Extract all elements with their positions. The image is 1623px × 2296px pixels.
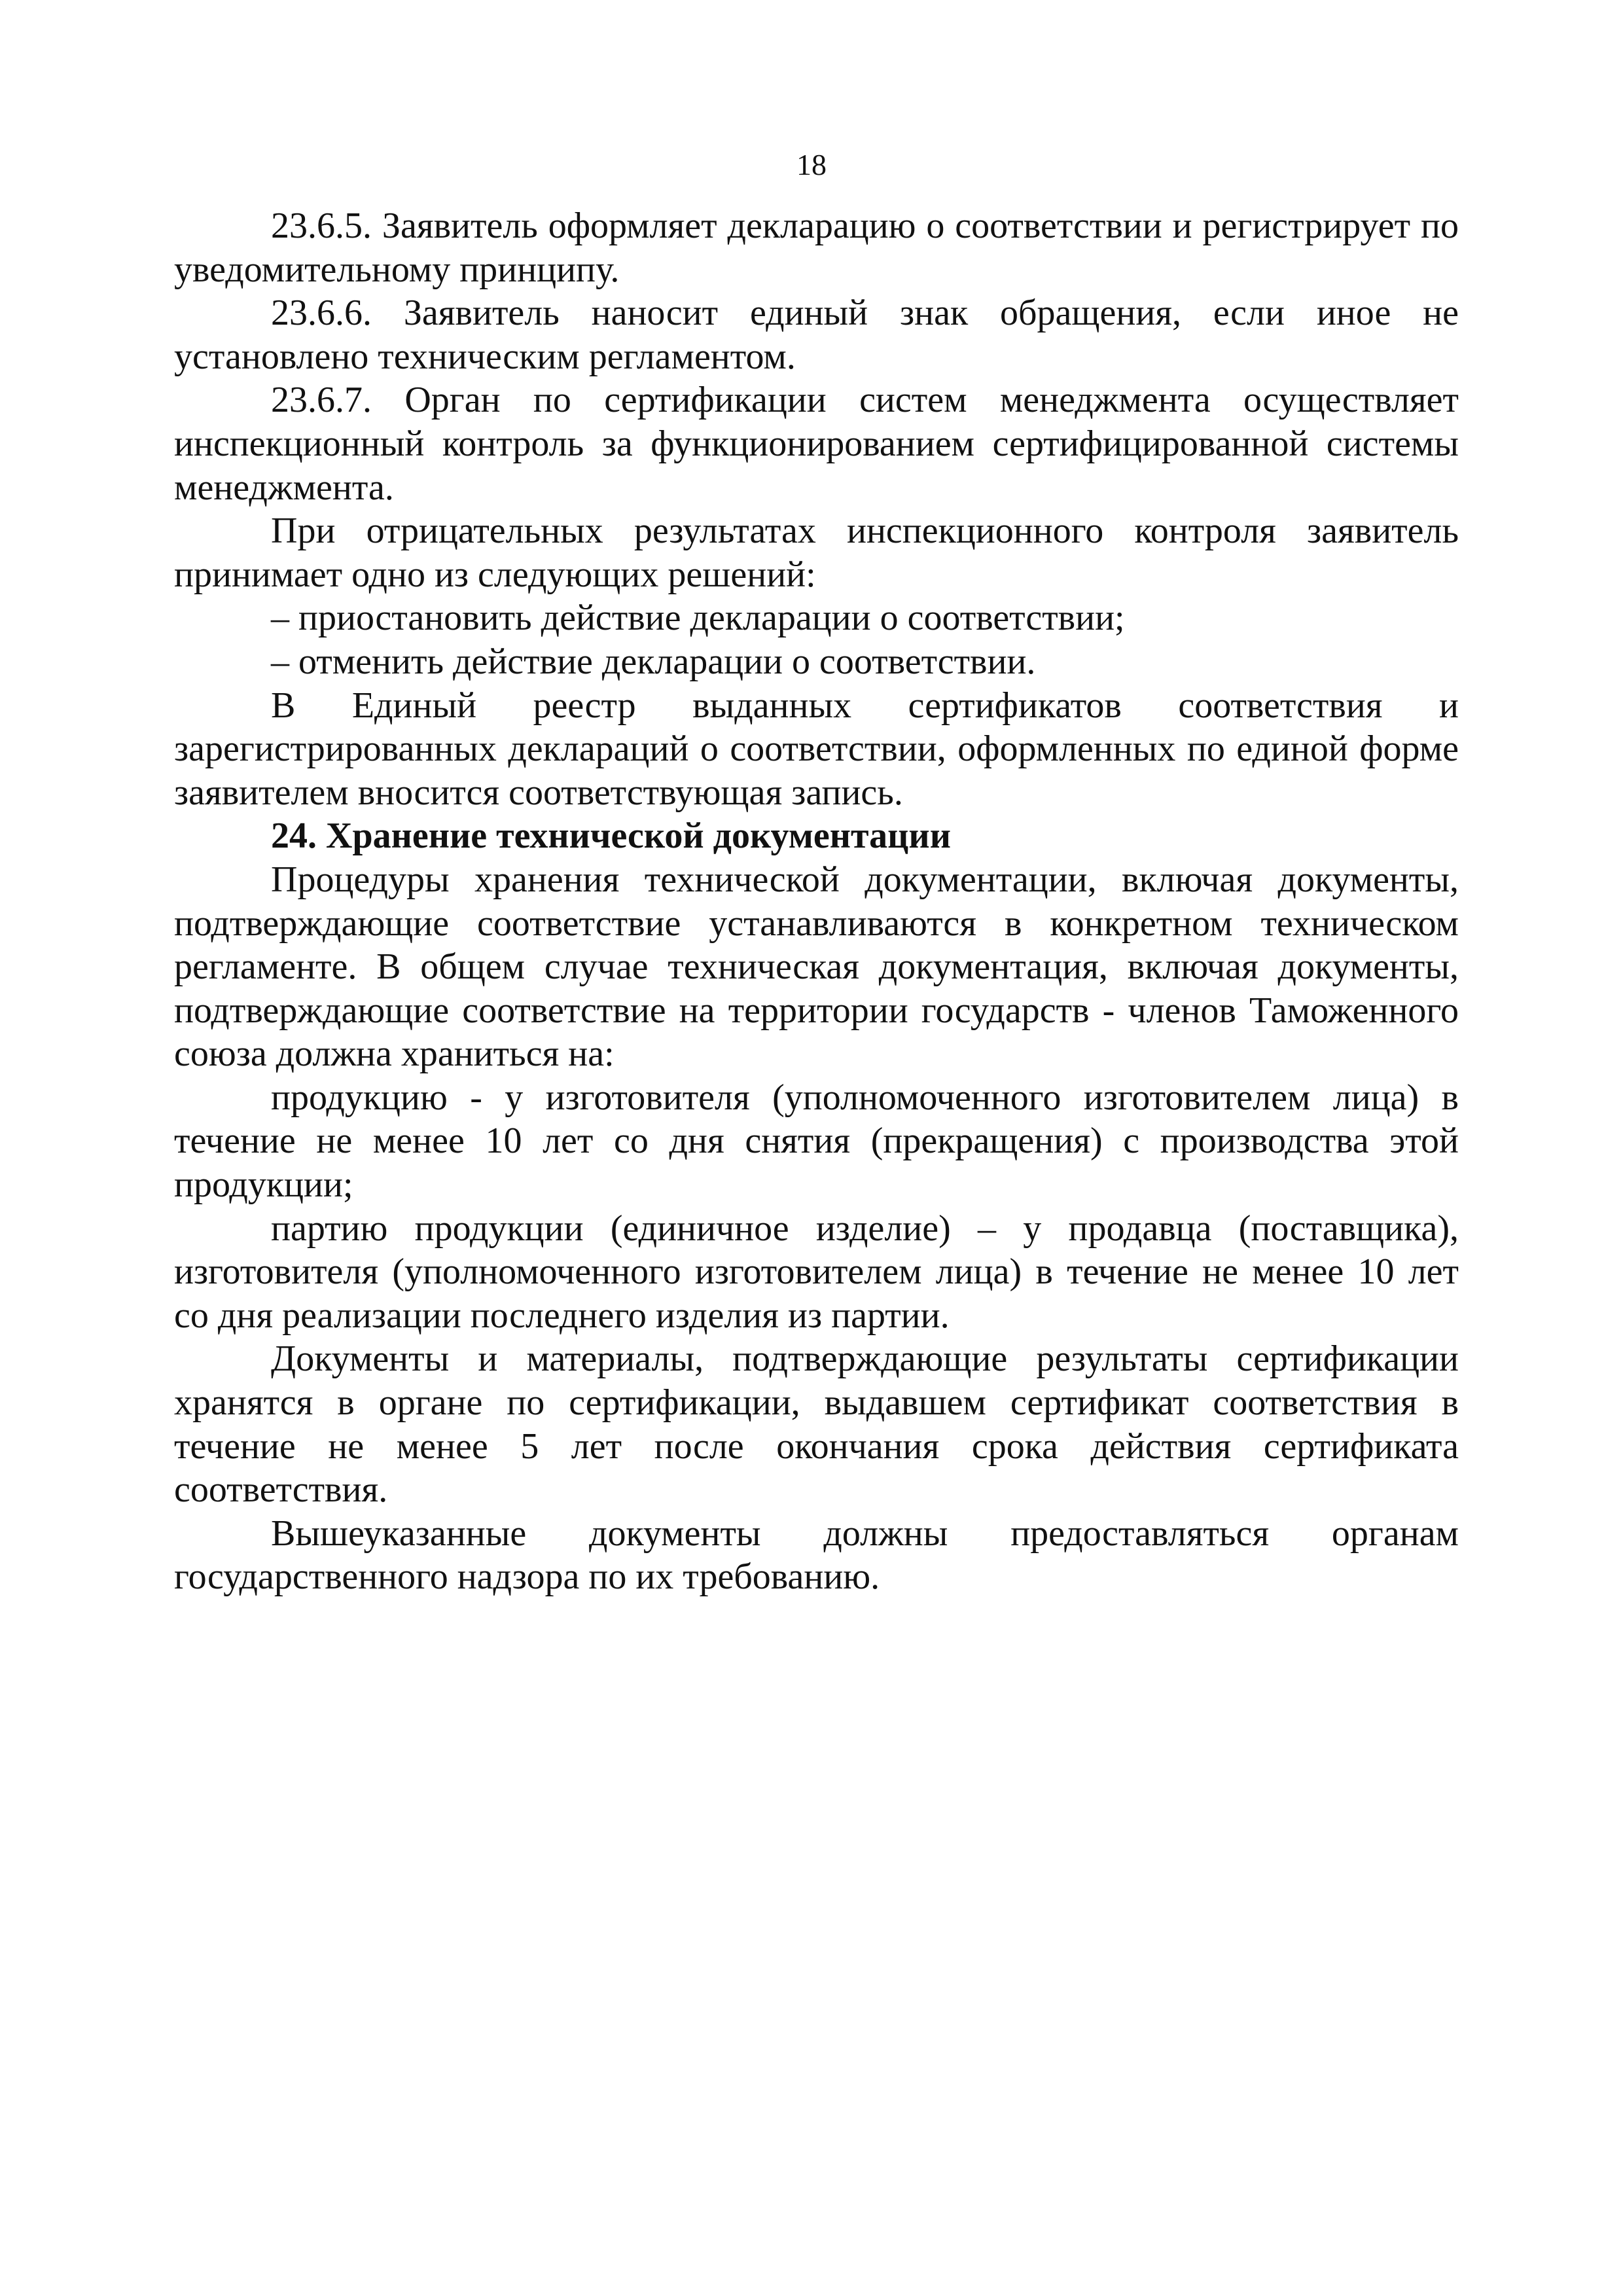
paragraph-supervision: Вышеуказанные документы должны предоставляться органам государственного надзора по их требованию. — [174, 1513, 1459, 1598]
paragraph-product-storage: продукцию - у изготовителя (уполномоченного изготовителем лица) в течение не менее 10 лет со дня снятия (прекращения) с производства этой продукции; — [174, 1077, 1459, 1206]
section-heading-24: 24. Хранение технической документации — [271, 816, 951, 857]
paragraph-negative-results: При отрицательных результатах инспекционного контроля заявитель принимает одно из следующих решений: — [174, 511, 1459, 595]
paragraph-registry: В Единый реестр выданных сертификатов соответствия и зарегистрированных деклараций о соответствии, оформленных по единой форме заявителем вносится соответствующая запись. — [174, 685, 1459, 813]
document-body — [174, 204, 1459, 1599]
paragraph-23-6-5: 23.6.5. Заявитель оформляет декларацию о соответствии и регистрирует по уведомительному принципу. — [174, 206, 1459, 290]
page-number: 18 — [796, 148, 827, 181]
paragraph-storage-procedures: Процедуры хранения технической документации, включая документы, подтверждающие соответствие устанавливаются в конкретном техническом регламенте. В общем случае техническая документация, включая документы, подтверждающие соответствие на территории государств - членов Таможенного союза должна храниться на: — [174, 859, 1459, 1075]
paragraph-23-6-7: 23.6.7. Орган по сертификации систем менеджмента осуществляет инспекционный контроль за функционированием сертифицированной системы менеджмента. — [174, 380, 1459, 508]
paragraph-batch-storage: партию продукции (единичное изделие) – у продавца (поставщика), изготовителя (уполномоченного изготовителем лица) в течение не менее 10 лет со дня реализации последнего изделия из партии. — [174, 1208, 1459, 1336]
paragraph-23-6-6: 23.6.6. Заявитель наносит единый знак обращения, если иное не установлено техническим регламентом. — [174, 293, 1459, 377]
list-item-cancel: – отменить действие декларации о соответствии. — [271, 641, 1036, 682]
list-item-suspend: – приостановить действие декларации о соответствии; — [271, 598, 1125, 639]
paragraph-certification-records: Документы и материалы, подтверждающие результаты сертификации хранятся в органе по сертификации, выдавшем сертификат соответствия в течение не менее 5 лет после окончания срока действия сертификата соответствия. — [174, 1338, 1459, 1511]
